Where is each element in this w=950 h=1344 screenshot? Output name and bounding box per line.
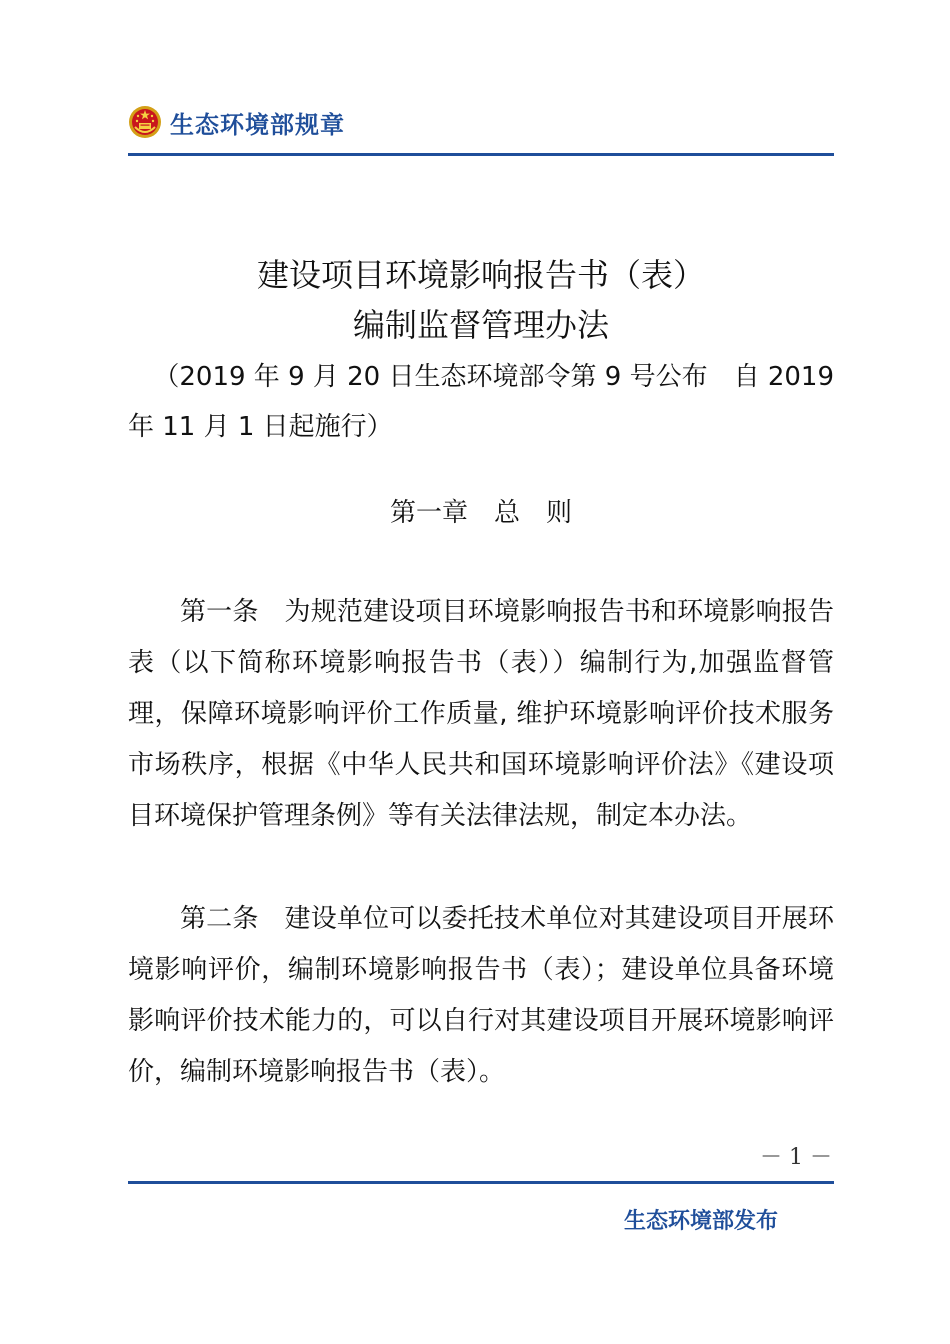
chapter-word2: 则 — [546, 498, 573, 528]
footer-divider — [128, 1181, 834, 1184]
chapter-word1: 总 — [493, 498, 520, 528]
article-1 — [128, 587, 834, 842]
issuance-note — [128, 352, 834, 452]
article-2 — [128, 894, 834, 1098]
header-title: 生态环境部规章 — [170, 110, 345, 139]
article-text: 为规范建设项目环境影响报告书和环境影响报告表（以下简称环境影响报告书（表））编制行为,加强监督管理，保障环境影响评价工作质量, 维护环境影响评价技术服务市场秩序，根据《中华人民共和国环境影响评价法》《建设项目环境保护管理条例》等有关法律法规，制定本办法。 — [128, 597, 834, 831]
issuance-line2: 年 11 月 1 日起施行） — [128, 412, 393, 442]
header-divider — [128, 153, 834, 156]
document-title-line1: 建设项目环境影响报告书（表） — [256, 256, 705, 294]
footer-publisher: 生态环境部发布 — [623, 1209, 778, 1234]
article-text: 建设单位可以委托技术单位对其建设项目开展环境影响评价，编制环境影响报告书（表）；建设单位具备环境影响评价技术能力的，可以自行对其建设项目开展环境影响评价，编制环境影响报告书（表）。 — [128, 904, 834, 1087]
page-number: － 1 － — [760, 1145, 832, 1170]
document-title-line2: 编制监督管理办法 — [352, 306, 609, 344]
article-number: 第一条 — [180, 597, 259, 627]
issuance-line1: （2019 年 9 月 20 日生态环境部令第 9 号公布 自 2019 — [153, 362, 834, 392]
chapter-number: 第一章 — [389, 498, 468, 528]
chapter-heading — [128, 493, 834, 533]
page-header — [128, 102, 834, 142]
national-emblem-icon — [128, 105, 162, 139]
article-number: 第二条 — [180, 904, 259, 934]
